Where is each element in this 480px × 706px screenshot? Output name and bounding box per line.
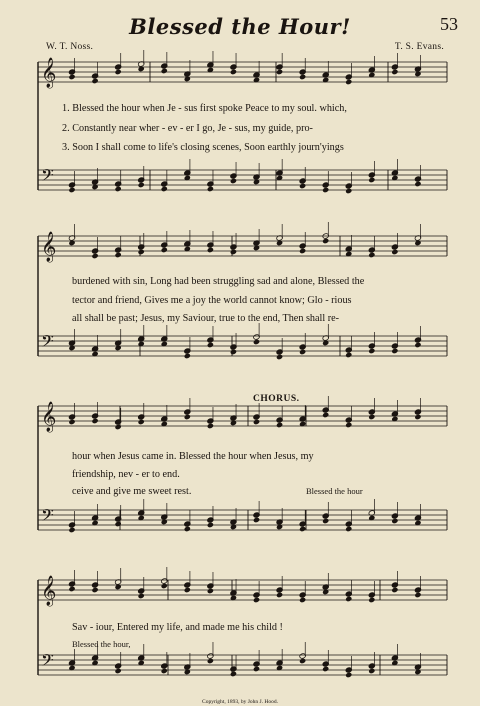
treble-notehead (276, 69, 283, 75)
copyright-notice: Copyright, 1893, by John J. Hood. (202, 699, 278, 705)
bass-clef-icon: 𝄢 (41, 650, 54, 674)
treble-notehead (276, 592, 283, 598)
bass-notehead (391, 348, 398, 354)
treble-notehead (368, 414, 375, 420)
bass-clef-icon: 𝄢 (41, 331, 54, 355)
treble-clef-icon: 𝄞 (41, 402, 57, 432)
treble-notehead (138, 419, 145, 425)
bass-notehead (276, 354, 283, 360)
bass-notehead (253, 339, 260, 345)
treble-notehead (184, 414, 191, 420)
verse-line-3: 3. Soon I shall come to life's closing scenes, Soon earthly journ'yings (62, 142, 344, 153)
verse-line-1: hour when Jesus came in. Blessed the hour when Jesus, my (72, 451, 314, 462)
treble-notehead (184, 587, 191, 593)
treble-notehead (414, 592, 421, 598)
bass-notehead (253, 517, 260, 523)
treble-notehead (68, 74, 75, 80)
verse-line-1: burdened with sin, Long had been struggling sad and alone, Blessed the (72, 276, 365, 287)
bass-notehead (299, 183, 306, 189)
verse-line-3: ceive and give me sweet rest. (72, 486, 192, 497)
bass-notehead (230, 349, 237, 355)
bass-notehead (345, 352, 352, 358)
bass-notehead (184, 526, 191, 532)
bass-notehead (207, 522, 214, 528)
treble-notehead (207, 588, 214, 594)
treble-notehead (368, 252, 375, 258)
treble-notehead (368, 597, 375, 603)
treble-notehead (230, 249, 237, 255)
bass-notehead (299, 658, 306, 664)
verse-line-1: 1. Blessed the hour when Je - sus first spoke Peace to my soul. which, (62, 103, 347, 114)
treble-notehead (299, 248, 306, 254)
treble-notehead (391, 249, 398, 255)
bass-notehead (345, 672, 352, 678)
treble-notehead (253, 597, 260, 603)
verse-line-1: Sav - iour, Entered my life, and made me his child ! (72, 622, 283, 633)
bass-notehead (115, 186, 122, 192)
lyricist-credit: W. T. Noss. (46, 42, 94, 52)
treble-notehead (115, 252, 122, 258)
bass-notehead (391, 518, 398, 524)
treble-notehead (253, 419, 260, 425)
bass-notehead (115, 521, 122, 527)
bass-notehead (414, 181, 421, 187)
treble-notehead (138, 593, 145, 599)
bass-notehead (299, 349, 306, 355)
bass-notehead (414, 342, 421, 348)
bass-notehead (230, 671, 237, 677)
treble-notehead (322, 412, 329, 418)
chorus-label: CHORUS. (253, 394, 300, 404)
verse-line-3: all shall be past; Jesus, my Saviour, true to the end, Then shall re- (72, 313, 340, 324)
bass-echo-text: Blessed the hour (306, 486, 363, 496)
bass-clef-icon: 𝄢 (41, 505, 54, 529)
treble-notehead (207, 247, 214, 253)
treble-notehead (91, 78, 98, 84)
bass-notehead (322, 518, 329, 524)
treble-notehead (345, 596, 352, 602)
bass-notehead (322, 666, 329, 672)
treble-notehead (391, 587, 398, 593)
treble-notehead (161, 247, 168, 253)
bass-notehead (115, 668, 122, 674)
treble-notehead (299, 597, 306, 603)
bass-notehead (207, 658, 214, 664)
treble-notehead (91, 418, 98, 424)
treble-notehead (391, 69, 398, 75)
bass-notehead (345, 526, 352, 532)
bass-notehead (368, 348, 375, 354)
bass-notehead (207, 186, 214, 192)
treble-clef-icon: 𝄞 (41, 232, 57, 262)
bass-notehead (161, 668, 168, 674)
page-number: 53 (440, 14, 458, 34)
bass-notehead (253, 666, 260, 672)
composer-credit: T. S. Evans. (394, 42, 444, 52)
verse-line-2: friendship, nev - er to end. (72, 469, 180, 480)
verse-line-2: 2. Constantly near wher - ev - er I go, Je - sus, my guide, pro- (62, 123, 313, 134)
bass-notehead (230, 178, 237, 184)
treble-notehead (115, 69, 122, 75)
treble-notehead (276, 422, 283, 428)
treble-notehead (91, 253, 98, 259)
bass-notehead (138, 182, 145, 188)
treble-notehead (68, 419, 75, 425)
treble-notehead (345, 79, 352, 85)
bass-notehead (68, 527, 75, 533)
bass-notehead (345, 188, 352, 194)
treble-notehead (414, 414, 421, 420)
bass-notehead (207, 342, 214, 348)
bass-notehead (368, 668, 375, 674)
treble-notehead (115, 424, 122, 430)
bass-notehead (68, 187, 75, 193)
treble-notehead (161, 68, 168, 74)
verse-line-2: tector and friend, Gives me a joy the world cannot know; Glo - rious (72, 295, 352, 306)
treble-notehead (345, 422, 352, 428)
bass-notehead (299, 526, 306, 532)
hymn-title: Blessed the Hour! (129, 14, 351, 39)
treble-notehead (138, 249, 145, 255)
bass-notehead (368, 177, 375, 183)
treble-notehead (207, 423, 214, 429)
treble-notehead (161, 583, 168, 589)
treble-clef-icon: 𝄞 (41, 58, 57, 88)
bass-notehead (184, 353, 191, 359)
treble-clef-icon: 𝄞 (41, 576, 57, 606)
bass-clef-icon: 𝄢 (41, 165, 54, 189)
bass-echo-text: Blessed the hour, (72, 639, 131, 649)
treble-notehead (322, 238, 329, 244)
treble-notehead (299, 74, 306, 80)
treble-notehead (68, 586, 75, 592)
bass-notehead (161, 186, 168, 192)
bass-notehead (322, 187, 329, 193)
treble-notehead (230, 69, 237, 75)
treble-notehead (91, 587, 98, 593)
